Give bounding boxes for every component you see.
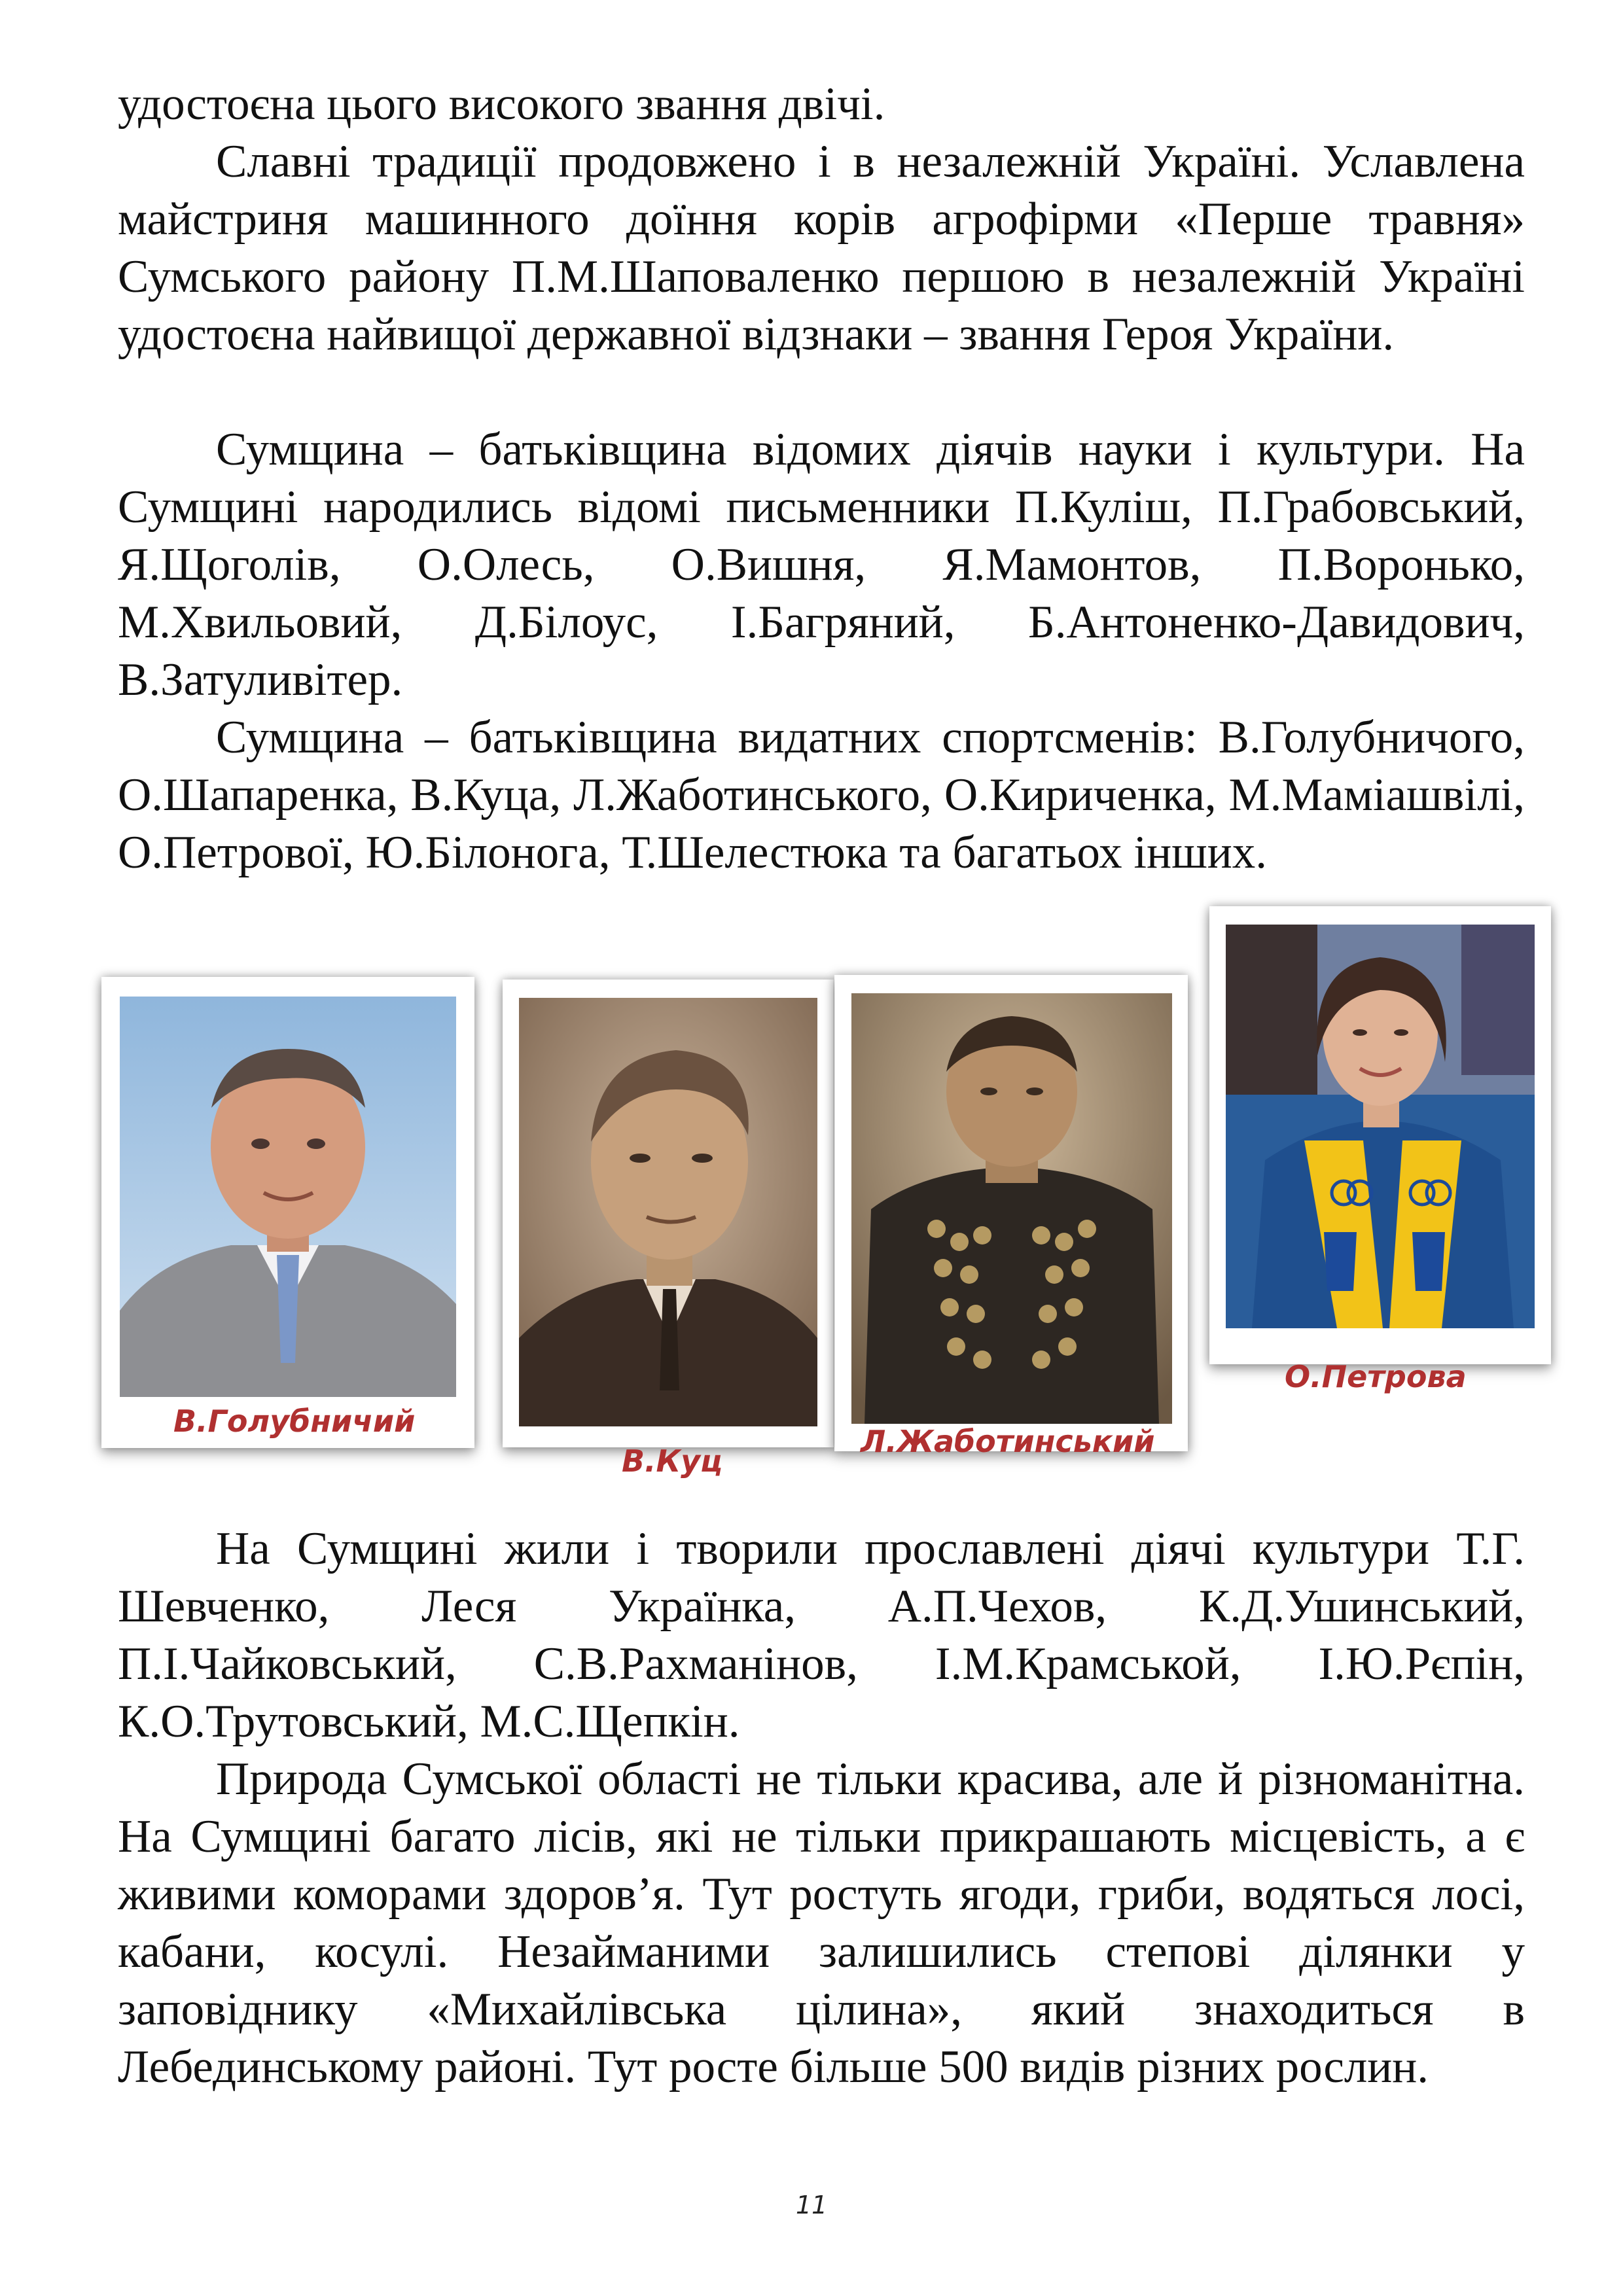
photo-zhabotynskyi-frame: [834, 975, 1188, 1451]
photo-kuts-frame: [503, 980, 834, 1447]
caption-zhabotynskyi: Л.Жаботинський: [861, 1424, 1155, 1459]
photo-golubnychyi: [120, 997, 456, 1397]
page-number: 11: [795, 2191, 828, 2219]
paragraph-6: Природа Сумської області не тільки красива, але й різноманітна. На Сумщині багато лісів, які не тільки прикрашають місцевість, а є живими коморами здоров’я. Тут ростуть ягоди, гриби, водяться лосі, кабани, косулі. Незайманими залишились степові ділянки у заповіднику «Михайлівська цілина», який знаходиться в Лебединському районі. Тут росте більше 500 видів різних рослин.: [118, 1754, 1525, 2093]
paragraph-3: Сумщина – батьківщина відомих діячів науки і культури. На Сумщині народились відомі письменники П.Куліш, П.Грабовський, Я.Щоголів, О.Олесь, О.Вишня, Я.Мамонтов, П.Воронько, М.Хвильовий, Д.Білоус, І.Багряний, Б.Антоненко-Давидович, В.Затуливітер.: [118, 424, 1525, 705]
photo-kuts: [519, 998, 817, 1426]
photo-petrova: [1226, 925, 1535, 1328]
paragraph-1: удостоєна цього високого звання двічі.: [118, 79, 885, 130]
photo-golubnychyi-frame: [101, 977, 474, 1448]
paragraph-4: Сумщина – батьківщина видатних спортсменів: В.Голубничого, О.Шапаренка, В.Куца, Л.Жаботинського, О.Кириченка, М.Маміашвілі, О.Петрової, Ю.Білонога, Т.Шелестюка та багатьох інших.: [118, 712, 1525, 878]
paragraph-2: Славні традиції продовжено і в незалежній Україні. Уславлена майстриня машинного доїння корів агрофірми «Перше травня» Сумського району П.М.Шаповаленко першою в незалежній Україні удостоєна найвищої державної відзнаки – звання Героя України.: [118, 136, 1525, 360]
photo-zhabotynskyi: [851, 993, 1172, 1424]
caption-kuts: В.Куц: [622, 1443, 723, 1479]
paragraph-5: На Сумщині жили і творили прославлені діячі культури Т.Г. Шевченко, Леся Українка, А.П.Чехов, К.Д.Ушинський, П.І.Чайковський, С.В.Рахманінов, І.М.Крамськой, І.Ю.Рєпін, К.О.Трутовський, М.С.Щепкін.: [118, 1523, 1525, 1747]
caption-petrova: О.Петрова: [1285, 1359, 1467, 1394]
caption-golubnychyi: В.Голубничий: [173, 1404, 416, 1439]
photo-petrova-frame: [1209, 906, 1551, 1364]
